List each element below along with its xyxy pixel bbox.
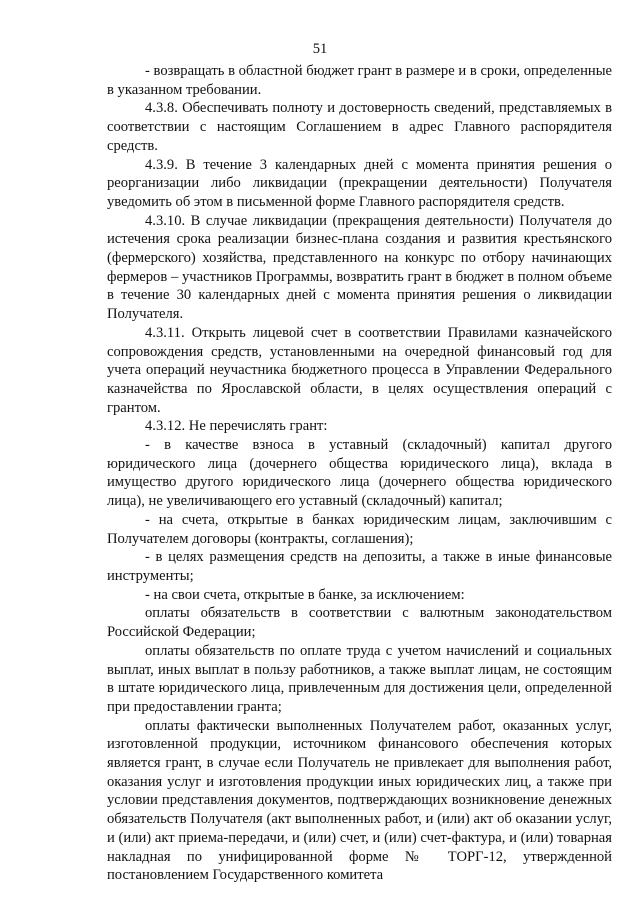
list-item-own-accounts: - на свои счета, открытые в банке, за исключением:: [145, 586, 465, 603]
list-item-capital-contribution: - в качестве взноса в уставный (складочный) капитал другого юридического лица (дочернего общества юридического лица), вклада в имущество другого юридического лица (дочернего общества юридического лица), не увеличивающего его уставный (складочный) капитал;: [107, 437, 612, 510]
exception-actual-works: оплаты фактически выполненных Получателем работ, оказанных услуг, изготовленной продукции, источником финансового обеспечения которых является грант, в случае если Получатель не привлекает для выполнения работ, оказания услуг и изготовления продукции иных юридических лиц, а также при условии представления документов, подтверждающих возникновение денежных обязательств Получателя (акт выполненных работ, и (или) акт об оказании услуг, и (или) акт приема-передачи, и (или) счет, и (или) счет-фактура, и (или) товарная накладная по унифицированной форме № ТОРГ-12, утвержденной постановлением Государственного комитета: [107, 717, 612, 884]
document-body: [107, 62, 612, 885]
paragraph-4-3-11: 4.3.11. Открыть лицевой счет в соответствии Правилами казначейского сопровождения средств, установленными на очередной финансовый год для учета операций неучастника бюджетного процесса в Управлении Федерального казначейства по Ярославской области, в целях осуществления операций с грантом.: [107, 324, 612, 416]
page-number: 51: [312, 41, 328, 57]
paragraph-return-grant: - возвращать в областной бюджет грант в размере и в сроки, определенные в указанном требовании.: [107, 63, 612, 98]
paragraph-4-3-12: 4.3.12. Не перечислять грант:: [145, 418, 328, 435]
exception-currency-obligations: оплаты обязательств в соответствии с валютным законодательством Российской Федерации;: [107, 605, 612, 641]
list-item-deposits: - в целях размещения средств на депозиты, а также в иные финансовые инструменты;: [107, 549, 612, 584]
paragraph-4-3-10: 4.3.10. В случае ликвидации (прекращения деятельности) Получателя до истечения срока реализации бизнес-плана создания и развития крестьянского (фермерского) хозяйства, представленного на конкурс по отбору начинающих фермеров – участников Программы, возвратить грант в бюджет в полном объеме в течение 30 календарных дней с момента принятия решения о ликвидации Получателя.: [107, 212, 612, 323]
paragraph-4-3-9: 4.3.9. В течение 3 календарных дней с момента принятия решения о реорганизации либо ликвидации (прекращении деятельности) Получателя уведомить об этом в письменной форме Главного распорядителя средств.: [107, 156, 612, 210]
exception-labor-payments: оплаты обязательств по оплате труда с учетом начислений и социальных выплат, иных выплат в пользу работников, а также выплат лицам, не состоящим в штате юридического лица, привлеченным для достижения цели, определенной при предоставлении гранта;: [107, 642, 612, 715]
paragraph-4-3-8: 4.3.8. Обеспечивать полноту и достоверность сведений, представляемых в соответствии с настоящим Соглашением в адрес Главного распорядителя средств.: [107, 100, 612, 154]
list-item-bank-accounts: - на счета, открытые в банках юридическим лицам, заключившим с Получателем договоры (контракты, соглашения);: [107, 511, 612, 547]
